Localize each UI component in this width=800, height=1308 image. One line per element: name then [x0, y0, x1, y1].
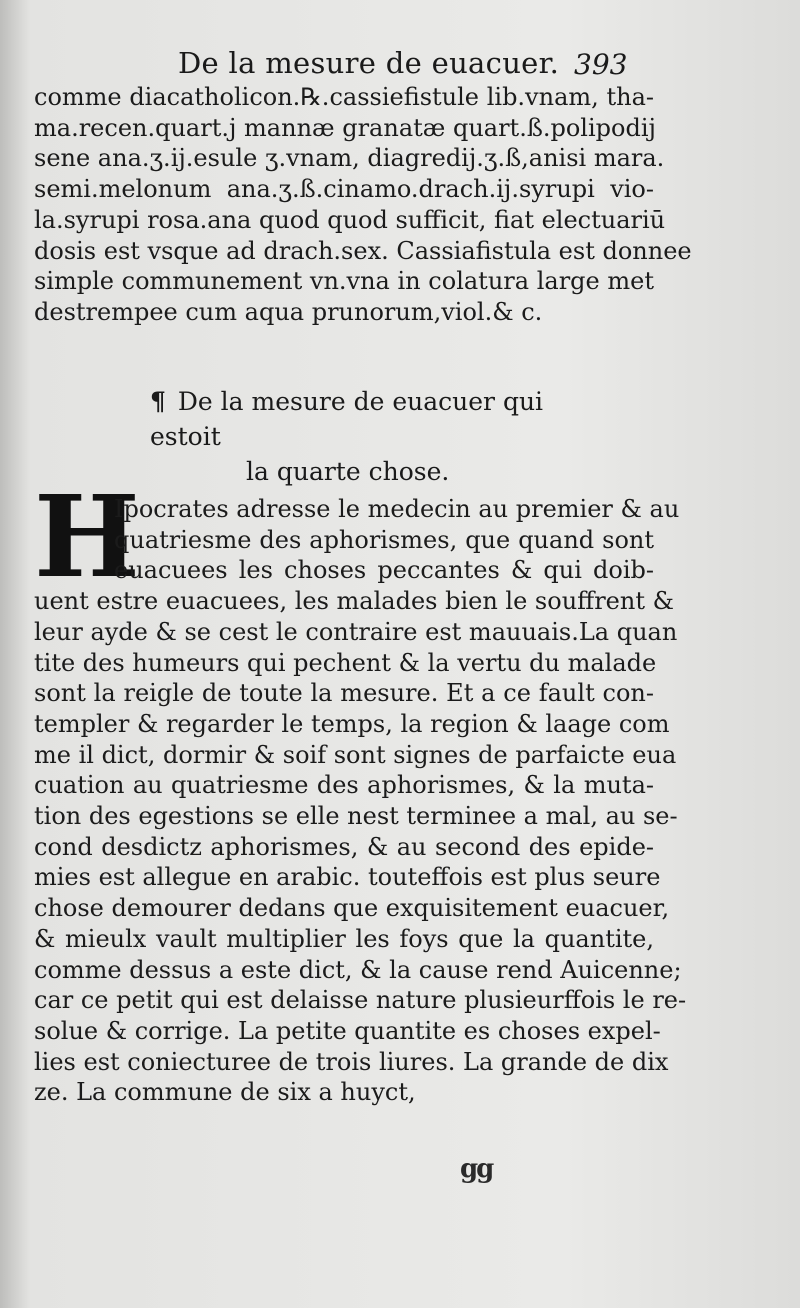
- text-line: semi.melonum ana.ʒ.ß.cinamo.drach.ij.syrupi vio-: [34, 175, 654, 204]
- text-line: cond desdictz aphorismes, & au second des epide-: [34, 832, 654, 861]
- text-line: comme dessus a este dict, & la cause rend Auicenne;: [34, 955, 682, 984]
- page-number: 393: [574, 48, 628, 81]
- main-paragraph: [34, 472, 687, 1108]
- text-line: leur ayde & se cest le contraire est mauuais.La quan: [34, 617, 678, 646]
- text-line: ze. La commune de six a huyct,: [34, 1078, 416, 1107]
- text-line: simple communement vn.vna in colatura large met: [34, 267, 654, 296]
- section-heading-line: [150, 384, 600, 454]
- text-line: ma.recen.quart.j mannæ granatæ quart.ß.polipodij: [34, 113, 656, 142]
- section-heading-text: De la mesure de euacuer qui estoit: [150, 387, 544, 451]
- text-line: chose demourer dedans que exquisitement euacuer,: [34, 894, 670, 923]
- recipe-paragraph: [34, 82, 692, 328]
- signature-mark: gg: [460, 1154, 493, 1184]
- section-heading-line: la quarte chose.: [246, 457, 450, 486]
- text-line: car ce petit qui est delaisse nature plusieurffois le re-: [34, 986, 687, 1015]
- text-line: tion des egestions se elle nest terminee a mal, au se-: [34, 802, 678, 831]
- text-line: comme diacatholicon.℞.cassiefistule lib.vnam, tha-: [34, 83, 654, 111]
- text-line: dosis est vsque ad drach.sex. Cassiafistula est donnee: [34, 236, 692, 265]
- text-line: lies est coniecturee de trois liures. La grande de dix: [34, 1047, 669, 1076]
- text-line: quatriesme des aphorismes, que quand sont: [114, 525, 654, 554]
- text-line: destrempee cum aqua prunorum,viol.& c.: [34, 297, 543, 326]
- text-line: Ipocrates adresse le medecin au premier & au: [114, 495, 680, 523]
- text-line: uent estre euacuees, les malades bien le souffrent &: [34, 587, 674, 616]
- drop-cap-initial: H: [34, 472, 140, 603]
- pilcrow-icon: ¶: [150, 387, 166, 416]
- text-line: cuation au quatriesme des aphorismes, & la muta-: [34, 771, 654, 800]
- text-line: me il dict, dormir & soif sont signes de parfaicte eua: [34, 740, 677, 769]
- text-line: sont la reigle de toute la mesure. Et a ce fault con-: [34, 679, 654, 708]
- running-head: [0, 46, 800, 86]
- text-line: sene ana.ʒ.ij.esule ʒ.vnam, diagredij.ʒ.ß,anisi mara.: [34, 144, 665, 173]
- text-line: templer & regarder le temps, la region & laage com: [34, 709, 670, 738]
- text-line: & mieulx vault multiplier les foys que la quantite,: [34, 924, 654, 953]
- text-line: euacuees les choses peccantes & qui doib-: [114, 556, 654, 585]
- running-title: De la mesure de euacuer.: [178, 46, 560, 80]
- text-line: mies est allegue en arabic. touteffois est plus seure: [34, 863, 661, 892]
- text-line: la.syrupi rosa.ana quod quod sufficit, fiat electuariū: [34, 205, 666, 234]
- text-line: tite des humeurs qui pechent & la vertu du malade: [34, 648, 657, 677]
- section-heading: [150, 384, 600, 489]
- text-line: solue & corrige. La petite quantite es choses expel-: [34, 1016, 661, 1045]
